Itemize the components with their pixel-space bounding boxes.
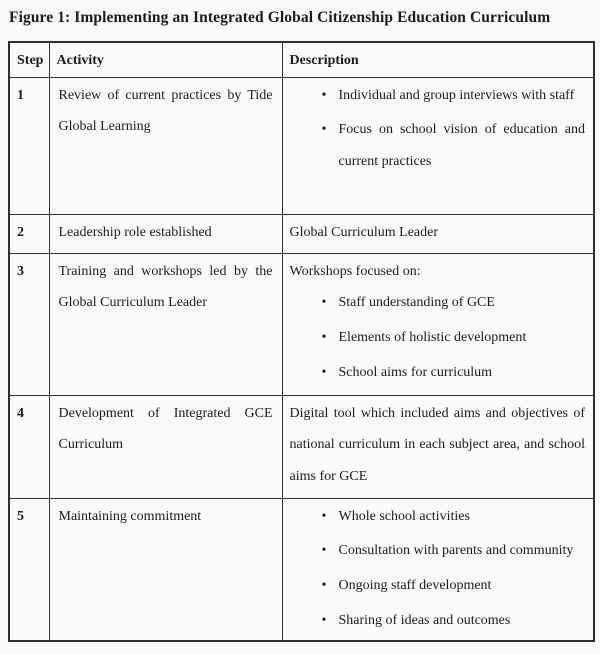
table-row-2 [9, 214, 594, 253]
bullet-item: • Consultation with parents and community [321, 535, 586, 567]
description-cell [282, 395, 594, 498]
step-cell: 3 [9, 253, 49, 395]
activity-cell: Maintaining commitment [49, 498, 282, 641]
step-cell: 4 [9, 395, 49, 498]
description-cell [282, 77, 594, 214]
activity-cell: Development of Integrated GCE Curriculum [49, 395, 282, 498]
description-text: Global Curriculum Leader [289, 224, 439, 240]
bullet-item: • School aims for curriculum [321, 357, 586, 389]
bullet-item: • Focus on school vision of education and current practices [321, 114, 586, 177]
figure-table [8, 41, 595, 642]
header-step: Step [9, 42, 49, 77]
bullet-item: • Sharing of ideas and outcomes [321, 605, 586, 637]
header-activity: Activity [49, 42, 282, 77]
table-row-4 [9, 395, 594, 498]
step-cell: 1 [9, 77, 49, 214]
table-row-5 [9, 498, 594, 641]
bullet-item: • Staff understanding of GCE [321, 287, 586, 319]
description-intro: Workshops focused on: [289, 263, 421, 279]
bullet-list [290, 287, 586, 388]
description-cell [282, 214, 594, 253]
activity-cell: Review of current practices by Tide Global Learning [49, 77, 282, 214]
step-cell: 2 [9, 214, 49, 253]
table-header-row [9, 42, 594, 77]
table-row-1 [9, 77, 594, 214]
bullet-item: • Elements of holistic development [321, 322, 586, 354]
activity-cell: Leadership role established [49, 214, 282, 253]
bullet-item: • Ongoing staff development [321, 570, 586, 602]
description-cell [282, 253, 594, 395]
description-cell [282, 498, 594, 641]
bullet-item: • Whole school activities [321, 501, 586, 533]
bullet-item: • Individual and group interviews with staff [321, 80, 586, 112]
header-description: Description [282, 42, 594, 77]
activity-cell: Training and workshops led by the Global Curriculum Leader [49, 253, 282, 395]
bullet-list [290, 501, 586, 637]
figure-title: Figure 1: Implementing an Integrated Global Citizenship Education Curriculum [9, 9, 551, 26]
bullet-list [290, 80, 586, 178]
table-row-3 [9, 253, 594, 395]
step-cell: 5 [9, 498, 49, 641]
description-text: Digital tool which included aims and objectives of national curriculum in each subject area, and school aims for GCE [289, 405, 585, 484]
